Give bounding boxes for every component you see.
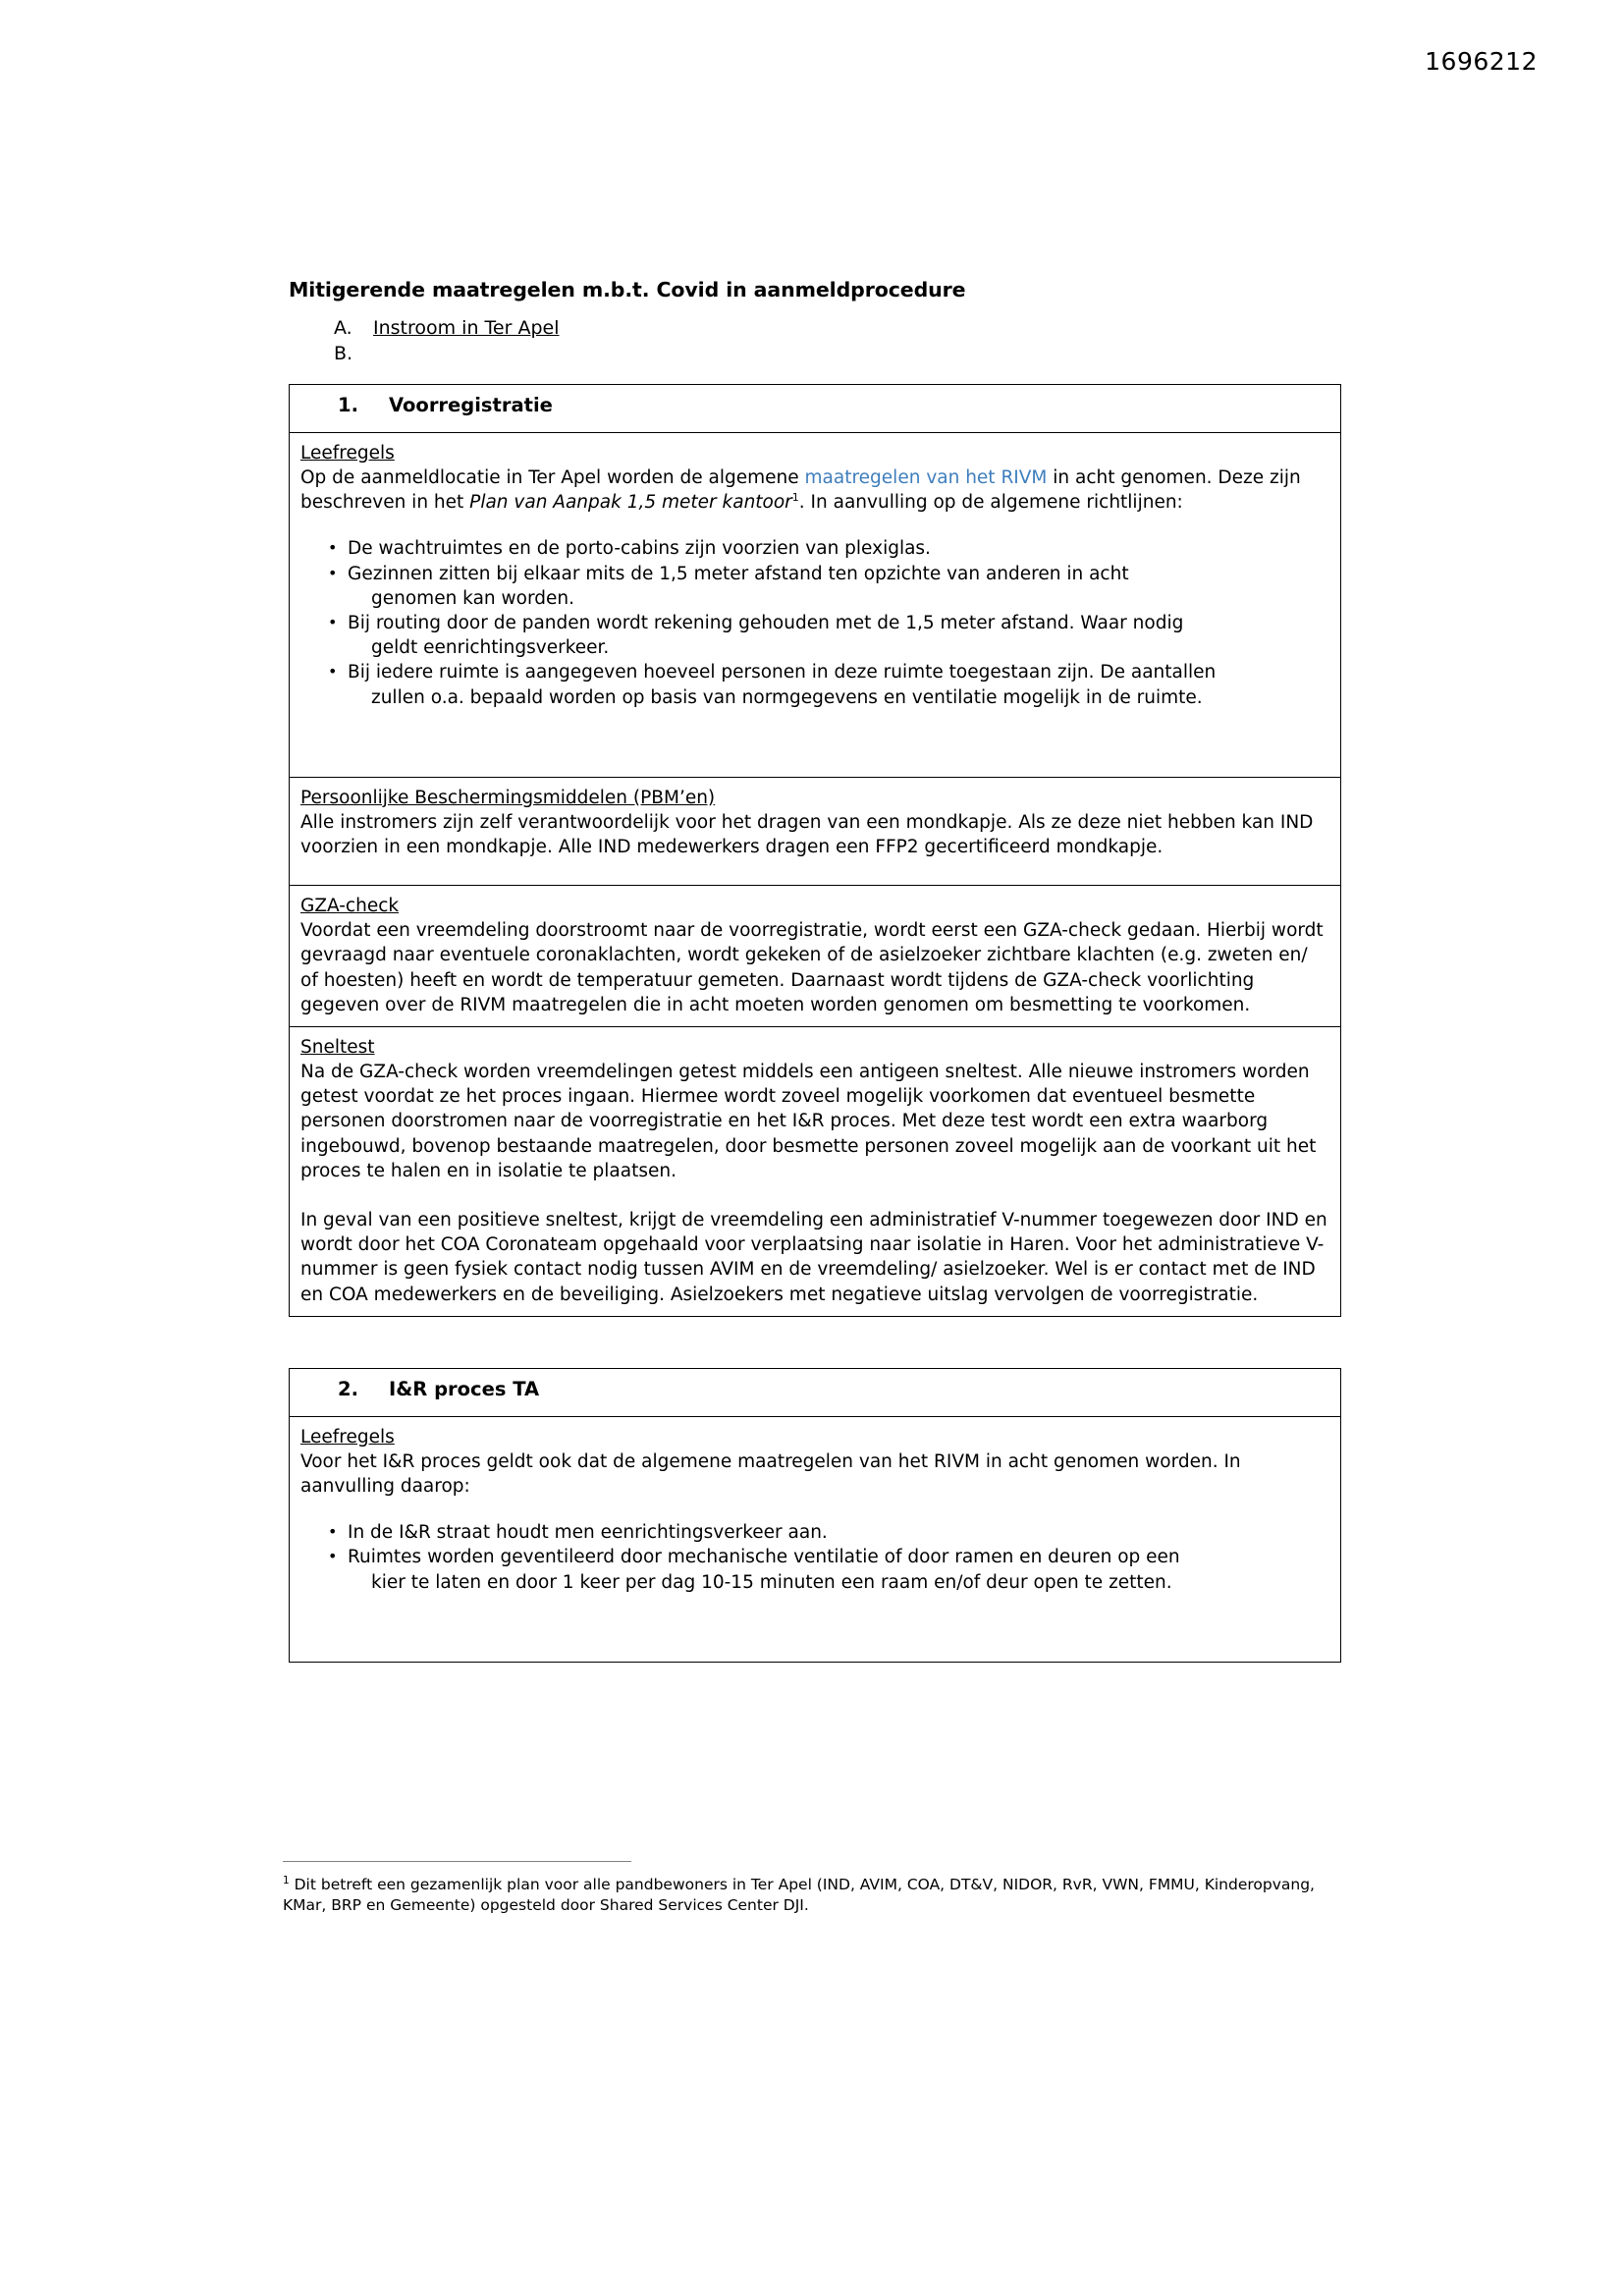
- leefregels-intro-paragraph: [300, 465, 1329, 515]
- table-row: [290, 1369, 1340, 1417]
- pbm-paragraph: Alle instromers zijn zelf verantwoordelijk voor het dragen van een mondkapje. Als ze deze niet hebben kan IND voorzien in een mondkapje. Alle IND medewerkers dragen een FFP2 gecertificeerd mondkapje.: [300, 811, 1314, 858]
- plan-title-italic: Plan van Aanpak 1,5 meter kantoor: [469, 492, 792, 514]
- list-item-text-continued: zullen o.a. bepaald worden op basis van normgegevens en ventilatie mogelijk in de ruimte.: [371, 686, 1203, 708]
- subsection-heading: GZA-check: [300, 896, 400, 917]
- section-heading: Voorregistratie: [389, 394, 553, 416]
- intro-text-part1: Op de aanmeldlocatie in Ter Apel worden de algemene: [300, 467, 805, 488]
- sneltest-paragraph-1: Na de GZA-check worden vreemdelingen getest middels een antigeen sneltest. Alle nieuwe instromers worden getest voordat ze het proces ingaan. Hiermee wordt zoveel mogelijk voorkomen dat eventueel besmette personen doorstromen naar de voorregistratie en het I&R proces. Met deze test wordt een extra waarborg ingebouwd, bovenop bestaande maatregelen, door besmette personen zoveel mogelijk aan de voorkant uit het proces te halen en in isolatie te plaatsen.: [300, 1062, 1317, 1181]
- table-spacer: [289, 1317, 1341, 1368]
- table-row: [290, 886, 1340, 1027]
- section2-intro-paragraph: Voor het I&R proces geldt ook dat de algemene maatregelen van het RIVM in acht genomen worden. In aanvulling daarop:: [300, 1450, 1241, 1498]
- footnote-divider: [283, 1861, 631, 1862]
- list-item-text: De wachtruimtes en de porto-cabins zijn voorzien van plexiglas.: [348, 538, 931, 560]
- list-item-label: Instroom in Ter Apel: [373, 317, 560, 339]
- sneltest-paragraph-2: In geval van een positieve sneltest, krijgt de vreemdeling een administratief V-nummer toegewezen door IND en wordt door het COA Coronateam opgehaald voor verplaatsing naar isolatie in Haren. Voor het administratieve V-nummer is geen fysiek contact nodig tussen AVIM en de vreemdeling/ asielzoeker. Wel is er contact met de IND en COA medewerkers en de beveiliging. Asielzoekers met negatieve uitslag vervolgen de voorregistratie.: [300, 1210, 1327, 1305]
- list-item-text-continued: kier te laten en door 1 keer per dag 10-15 minuten een raam en/of deur open te zetten.: [371, 1571, 1172, 1593]
- table-row: [290, 778, 1340, 886]
- alpha-outline-list: [289, 315, 1341, 366]
- list-item: [326, 536, 1329, 561]
- list-item-marker: A.: [334, 317, 352, 339]
- list-item: [326, 562, 1329, 611]
- list-item: [326, 660, 1329, 709]
- list-item-text: In de I&R straat houdt men eenrichtingsverkeer aan.: [348, 1522, 828, 1544]
- list-item-text: Ruimtes worden geventileerd door mechanische ventilatie of door ramen en deuren op een: [348, 1547, 1180, 1568]
- list-item-text: Bij routing door de panden wordt rekening gehouden met de 1,5 meter afstand. Waar nodig: [348, 613, 1184, 634]
- gza-check-paragraph: Voordat een vreemdeling doorstroomt naar de voorregistratie, wordt eerst een GZA-check gedaan. Hierbij wordt gevraagd naar eventuele coronaklachten, wordt gekeken of de asielzoeker zichtbare klachten (e.g. zweten en/ of hoesten) heeft en wordt de temperatuur gemeten. Daarnaast wordt tijdens de GZA-check voorlichting gegeven over de RIVM maatregelen die in acht moeten worden genomen om besmetting te voorkomen.: [300, 920, 1324, 1015]
- section2-leefregels-cell: [290, 1417, 1340, 1662]
- subsection-heading: Leefregels: [300, 443, 395, 464]
- list-item: [289, 315, 1341, 341]
- list-item-marker: B.: [334, 343, 353, 364]
- list-item-text: Gezinnen zitten bij elkaar mits de 1,5 meter afstand ten opzichte van anderen in acht: [348, 563, 1129, 584]
- leefregels-bullet-list: [300, 536, 1329, 709]
- document-body: [289, 278, 1341, 1663]
- footnote-body-text: Dit betreft een gezamenlijk plan voor alle pandbewoners in Ter Apel (IND, AVIM, COA, DT&V, NIDOR, RvR, VWN, FMMU, Kinderopvang, KMar, BRP en Gemeente) opgesteld door Shared Services Center DJI.: [283, 1876, 1315, 1914]
- list-item-text: Bij iedere ruimte is aangegeven hoeveel personen in deze ruimte toegestaan zijn. De aantallen: [348, 662, 1217, 683]
- leefregels-cell: [290, 433, 1340, 777]
- page-title: Mitigerende maatregelen m.b.t. Covid in aanmeldprocedure: [289, 278, 966, 301]
- footnote-reference: 1: [791, 491, 799, 505]
- section-number: 1.: [338, 394, 358, 416]
- section-number: 2.: [338, 1377, 358, 1400]
- footnote-block: [283, 1861, 1353, 1916]
- section-1-table: [289, 384, 1341, 1317]
- sneltest-cell: [290, 1027, 1340, 1316]
- section2-bullet-list: [300, 1520, 1329, 1595]
- subsection-heading: Leefregels: [300, 1426, 395, 1448]
- section-2-header: [290, 1369, 1340, 1416]
- section-1-header: [290, 385, 1340, 432]
- pbm-cell: [290, 778, 1340, 885]
- intro-text-part2: in acht genomen. Deze zijn beschreven in het: [300, 467, 1301, 514]
- list-item: [326, 1545, 1329, 1594]
- footnote-content: [283, 1875, 1353, 1916]
- intro-text-part3: . In aanvulling op de algemene richtlijnen:: [798, 492, 1183, 514]
- gza-check-cell: [290, 886, 1340, 1026]
- list-item-text-continued: geldt eenrichtingsverkeer.: [371, 637, 610, 659]
- subsection-heading: Sneltest: [300, 1037, 375, 1059]
- subsection-heading: Persoonlijke Beschermingsmiddelen (PBM’en): [300, 787, 716, 808]
- table-row: [290, 1417, 1340, 1662]
- rivm-link[interactable]: maatregelen van het RIVM: [804, 467, 1048, 488]
- list-item-text-continued: genomen kan worden.: [371, 587, 574, 609]
- table-row: [290, 1027, 1340, 1316]
- table-row: [290, 433, 1340, 778]
- list-item: [326, 611, 1329, 660]
- section-heading: I&R proces TA: [389, 1377, 540, 1400]
- section-2-table: [289, 1368, 1341, 1663]
- footnote-marker: 1: [283, 1874, 290, 1886]
- list-item: [326, 1520, 1329, 1545]
- list-item: [289, 341, 1341, 366]
- document-number: 1696212: [1425, 47, 1538, 76]
- table-row: [290, 385, 1340, 433]
